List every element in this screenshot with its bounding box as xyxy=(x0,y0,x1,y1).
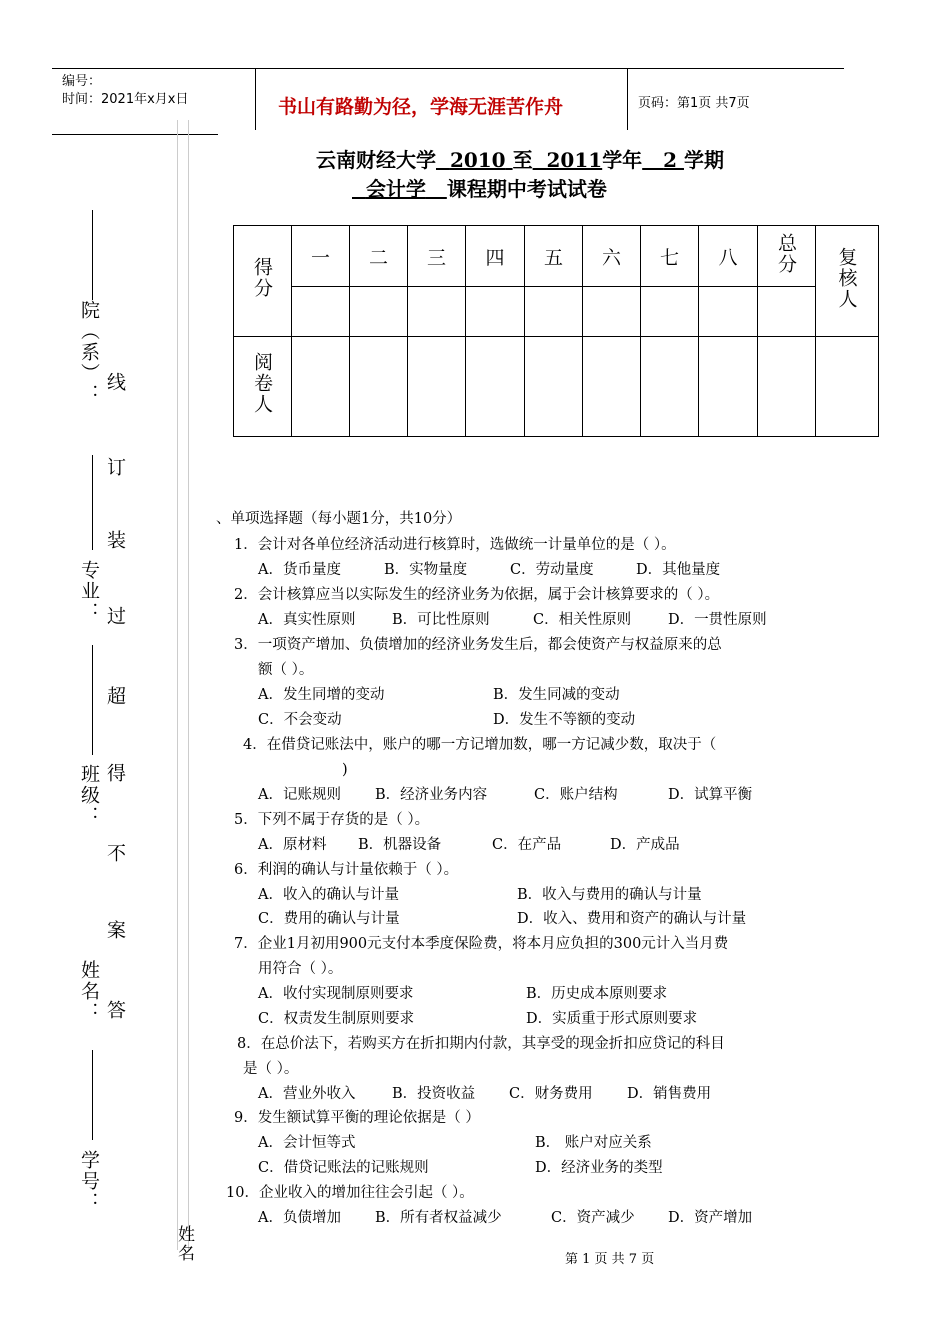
option: D．其他量度 xyxy=(636,562,721,578)
score-cell[interactable] xyxy=(525,287,583,336)
option: D．销售费用 xyxy=(627,1086,712,1102)
time-label: 时间：2021年x月x日 xyxy=(62,92,189,107)
option: B．机器设备 xyxy=(358,837,442,853)
option: A．营业外收入 xyxy=(258,1086,356,1102)
option: B．所有者权益减少 xyxy=(375,1210,502,1226)
score-cell[interactable] xyxy=(699,287,758,336)
number-label: 编号： xyxy=(62,74,102,89)
question-stem: 5．下列不属于存货的是（ ）。 xyxy=(234,812,430,828)
option: C．账户结构 xyxy=(534,787,618,803)
score-col-header: 四 xyxy=(466,226,525,287)
score-col-header: 一 xyxy=(292,226,350,287)
score-col-header: 二 xyxy=(350,226,408,287)
grader-cell[interactable] xyxy=(758,336,816,437)
option: B． 账户对应关系 xyxy=(535,1135,652,1151)
score-cell[interactable] xyxy=(292,287,350,336)
option: C．借贷记账法的记账规则 xyxy=(258,1160,429,1176)
score-col-header: 五 xyxy=(525,226,583,287)
option: D．收入、费用和资产的确认与计量 xyxy=(517,911,747,927)
score-col-header: 六 xyxy=(583,226,641,287)
score-cell[interactable] xyxy=(466,287,525,336)
question-stem: 6．利润的确认与计量依赖于（ ）。 xyxy=(234,862,459,878)
class-fill-line xyxy=(92,645,93,755)
seal-char: 订 xyxy=(104,457,126,478)
grader-cell[interactable] xyxy=(466,336,525,437)
option: D．实质重于形式原则要求 xyxy=(526,1011,698,1027)
option: D．经济业务的类型 xyxy=(535,1160,663,1176)
option: A．负债增加 xyxy=(258,1210,341,1226)
page-info: 页码：第1页 共7页 xyxy=(638,96,750,111)
class-label: 班级： xyxy=(78,764,100,827)
question-stem: 2．会计核算应当以实际发生的经济业务为依据，属于会计核算要求的（ ）。 xyxy=(234,587,720,603)
option: D．发生不等额的变动 xyxy=(493,712,636,728)
dept-label: 院（系）： xyxy=(78,300,100,405)
question-stem: 3．一项资产增加、负债增加的经济业务发生后，都会使资产与权益原来的总 xyxy=(234,637,722,653)
score-row-label: 得分 xyxy=(234,226,292,337)
major-label: 专业： xyxy=(78,560,100,623)
grader-cell[interactable] xyxy=(583,336,641,437)
option: A．记账规则 xyxy=(258,787,341,803)
score-col-header-total: 总分 xyxy=(758,226,816,287)
score-cell[interactable] xyxy=(583,287,641,336)
dept-fill-line xyxy=(92,210,93,300)
option: C．资产减少 xyxy=(551,1210,635,1226)
option: C．相关性原则 xyxy=(533,612,632,628)
reviewer-label: 复核人 xyxy=(816,226,879,337)
option: D．产成品 xyxy=(610,837,680,853)
question-stem-cont: 用符合（ ）。 xyxy=(258,961,343,977)
question-stem: 10．企业收入的增加往往会引起（ ）。 xyxy=(226,1185,474,1201)
grader-cell[interactable] xyxy=(408,336,466,437)
score-cell[interactable] xyxy=(758,287,816,336)
question-stem: 9．发生额试算平衡的理论依据是（ ） xyxy=(234,1110,480,1126)
seal-char: 装 xyxy=(104,530,126,551)
option: C．劳动量度 xyxy=(510,562,594,578)
option: D．一贯性原则 xyxy=(668,612,767,628)
seal-char: 超 xyxy=(104,686,126,707)
question-stem-cont: ) xyxy=(342,762,348,778)
option: D．试算平衡 xyxy=(668,787,753,803)
score-col-header: 三 xyxy=(408,226,466,287)
student-id-label: 学号： xyxy=(78,1150,100,1213)
option: B．历史成本原则要求 xyxy=(526,986,668,1002)
seal-char: 答 xyxy=(104,1000,126,1021)
option: A．货币量度 xyxy=(258,562,341,578)
grader-cell[interactable] xyxy=(816,336,879,437)
grader-cell[interactable] xyxy=(292,336,350,437)
score-col-header: 七 xyxy=(641,226,699,287)
margin-guide xyxy=(177,120,178,1250)
score-cell[interactable] xyxy=(641,287,699,336)
option: B．可比性原则 xyxy=(392,612,490,628)
question-stem: 1．会计对各单位经济活动进行核算时，选做统一计量单位的是（ ）。 xyxy=(234,537,676,553)
option: A．发生同增的变动 xyxy=(258,687,385,703)
grader-label: 阅卷人 xyxy=(234,336,292,437)
score-col-header: 八 xyxy=(699,226,758,287)
question-stem: 4．在借贷记账法中，账户的哪一方记增加数，哪一方记减少数，取决于（ xyxy=(243,737,717,753)
option: C．权责发生制原则要求 xyxy=(258,1011,415,1027)
grader-cell[interactable] xyxy=(525,336,583,437)
option: A．收入的确认与计量 xyxy=(258,887,399,903)
section-heading-wrap xyxy=(216,508,716,528)
section-heading: 、单项选择题（每小题1分，共10分） xyxy=(216,511,462,527)
option: A．原材料 xyxy=(258,837,327,853)
option: B．发生同减的变动 xyxy=(493,687,620,703)
option: A．会计恒等式 xyxy=(258,1135,356,1151)
option: A．收付实现制原则要求 xyxy=(258,986,414,1002)
option: B．经济业务内容 xyxy=(375,787,488,803)
option: B．收入与费用的确认与计量 xyxy=(517,887,702,903)
exam-title-line2: 会计学 课程期中考试试卷 xyxy=(365,177,607,201)
exam-title-line1: 云南财经大学 2010 至 2011学年 2 学期 xyxy=(316,148,724,172)
score-cell[interactable] xyxy=(408,287,466,336)
option: B．实物量度 xyxy=(384,562,468,578)
grader-cell[interactable] xyxy=(699,336,758,437)
option: C．财务费用 xyxy=(509,1086,593,1102)
page-footer: 第 1 页 共 7 页 xyxy=(565,1252,655,1267)
option: D．资产增加 xyxy=(668,1210,753,1226)
option: B．投资收益 xyxy=(392,1086,476,1102)
motto: 书山有路勤为径，学海无涯苦作舟 xyxy=(278,96,564,118)
seal-char: 案 xyxy=(104,920,126,941)
seal-char: 得 xyxy=(104,763,126,784)
option: C．不会变动 xyxy=(258,712,342,728)
score-table xyxy=(233,225,879,437)
option: A．真实性原则 xyxy=(258,612,356,628)
question-stem: 8．在总价法下，若购买方在折扣期内付款，其享受的现金折扣应贷记的科目 xyxy=(237,1036,725,1052)
option: C．在产品 xyxy=(492,837,562,853)
name-bottom-label: 姓名 xyxy=(174,1225,194,1263)
seal-char: 过 xyxy=(104,606,126,627)
seal-char: 不 xyxy=(104,843,126,864)
option: C．费用的确认与计量 xyxy=(258,911,400,927)
seal-char: 线 xyxy=(104,372,126,393)
major-fill-line xyxy=(92,455,93,550)
margin-guide xyxy=(188,120,189,1250)
question-stem: 7．企业1月初用900元支付本季度保险费，将本月应负担的300元计入当月费 xyxy=(234,936,729,952)
name-fill-line xyxy=(92,1050,93,1140)
grader-cell[interactable] xyxy=(350,336,408,437)
score-cell[interactable] xyxy=(350,287,408,336)
grader-cell[interactable] xyxy=(641,336,699,437)
name-label: 姓名： xyxy=(78,960,100,1023)
question-stem-cont: 是（ ）。 xyxy=(243,1061,299,1077)
question-stem-cont: 额（ ）。 xyxy=(258,662,314,678)
